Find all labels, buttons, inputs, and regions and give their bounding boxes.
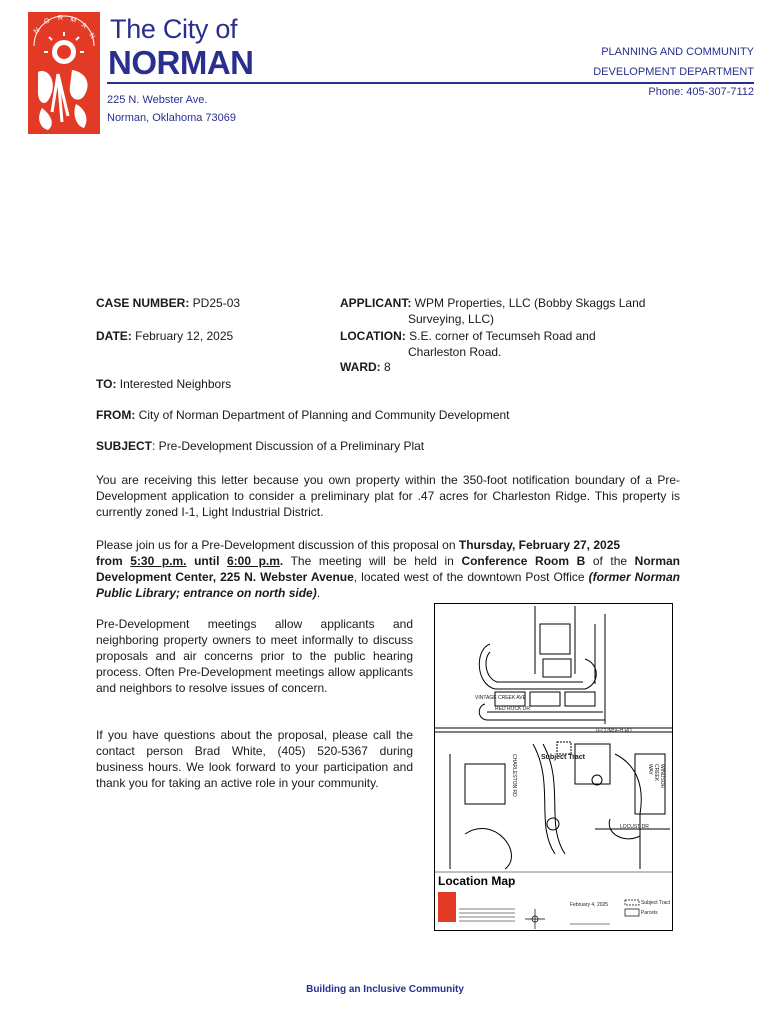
- department-phone: Phone: 405-307-7112: [648, 86, 754, 98]
- memo-from: [96, 407, 510, 423]
- paragraph-contact: If you have questions about the proposal, please call the contact person Brad White, (405) 520-5367 during business hours. We look forward to your participation and thank you for taking an active role in your community.: [96, 728, 413, 790]
- legend-parcel-swatch: [625, 909, 639, 916]
- case-date: [96, 328, 233, 344]
- address-line1: 225 N. Webster Ave.: [107, 94, 208, 106]
- location-line1: S.E. corner of Tecumseh Road and: [405, 329, 596, 343]
- memo-subject: [96, 438, 424, 454]
- map-street-vintage: VINTAGE CREEK AVE: [475, 695, 526, 701]
- date-label: DATE:: [96, 329, 132, 343]
- map-street-tecumseh: TECUMSEH RD: [595, 728, 632, 734]
- ward-value: 8: [380, 360, 391, 374]
- svg-text:O: O: [43, 17, 51, 26]
- subject-label: SUBJECT: [96, 439, 153, 453]
- city-name-line1: The City of: [110, 14, 238, 44]
- svg-text:M: M: [69, 16, 77, 25]
- to-value: Interested Neighbors: [116, 377, 232, 391]
- from-value: City of Norman Department of Planning and Community Development: [135, 408, 510, 422]
- svg-text:N: N: [87, 32, 96, 41]
- case-number-value: PD25-03: [189, 296, 241, 310]
- paragraph-notification: You are receiving this letter because you own property within the 350-foot notification boundary of a Pre-Development application to consider a preliminary plat for .47 acres for Charleston Ridge. This property is currently zoned I-1, Light Industrial District.: [96, 473, 680, 519]
- header-divider: [107, 82, 754, 84]
- applicant: [340, 295, 645, 311]
- ward-label: WARD:: [340, 360, 381, 374]
- from-label: FROM:: [96, 408, 136, 422]
- applicant-line2: Surveying, LLC): [408, 312, 495, 326]
- memo-to: [96, 376, 231, 392]
- map-subject-tract-label: Subject Tract: [541, 754, 585, 761]
- subject-value: : Pre-Development Discussion of a Preliminary Plat: [152, 439, 425, 453]
- map-street-windsor: WINDSOR CREEK WAY: [647, 764, 665, 789]
- map-legend-parcel: Parcels: [641, 910, 658, 916]
- address-line2: Norman, Oklahoma 73069: [107, 112, 237, 124]
- city-seal-logo: [28, 12, 100, 134]
- city-name-line2: NORMAN: [108, 44, 254, 81]
- applicant-line1: WPM Properties, LLC (Bobby Skaggs Land: [411, 296, 646, 310]
- svg-text:A: A: [79, 21, 88, 31]
- footer-tagline: Building an Inclusive Community: [306, 984, 464, 995]
- paragraph-predevelopment: Pre-Development meetings allow applicants and neighboring property owners to meet informally to discuss proposals and air concerns prior to the public hearing process. Often Pre-Development meetings allow applicants and neighbors to resolve issues of concern.: [96, 617, 413, 695]
- map-street-locust: LOCUST DR: [620, 824, 649, 830]
- map-street-charleston: CHARLESTON RD: [511, 754, 517, 797]
- department-line1: PLANNING AND COMMUNITY: [601, 46, 754, 58]
- to-label: TO:: [96, 377, 117, 391]
- map-street-redrock: RED ROCK DR: [495, 706, 531, 712]
- date-value: February 12, 2025: [131, 329, 234, 343]
- subject-tract-outline: [557, 742, 571, 754]
- north-arrow-icon: [525, 909, 545, 929]
- svg-text:R: R: [58, 15, 64, 22]
- location-label: LOCATION:: [340, 329, 406, 343]
- department-line2: DEVELOPMENT DEPARTMENT: [593, 66, 754, 78]
- case-number: [96, 295, 240, 311]
- location-line2: Charleston Road.: [408, 345, 502, 359]
- location: [340, 328, 596, 344]
- location-map: [434, 603, 673, 931]
- case-number-label: CASE NUMBER:: [96, 296, 190, 310]
- svg-text:N: N: [32, 26, 42, 36]
- ward: [340, 359, 391, 375]
- map-date: February 4, 2025: [570, 902, 609, 908]
- applicant-label: APPLICANT:: [340, 296, 412, 310]
- map-title: Location Map: [438, 874, 516, 888]
- map-legend-subject: Subject Tract: [641, 900, 671, 906]
- paragraph-meeting: Please join us for a Pre-Development discussion of this proposal on Thursday, February 27, 2025 from 5:30 p.m. until 6:00 p.m. The meeting will be held in Conference Room B of the Norman Development Center, 225 N. Webster Avenue, located west of the downtown Post Office (former Norman Public Library; entrance on north side).: [96, 538, 681, 600]
- map-seal-icon: [438, 892, 456, 922]
- legend-subject-swatch: [625, 900, 639, 905]
